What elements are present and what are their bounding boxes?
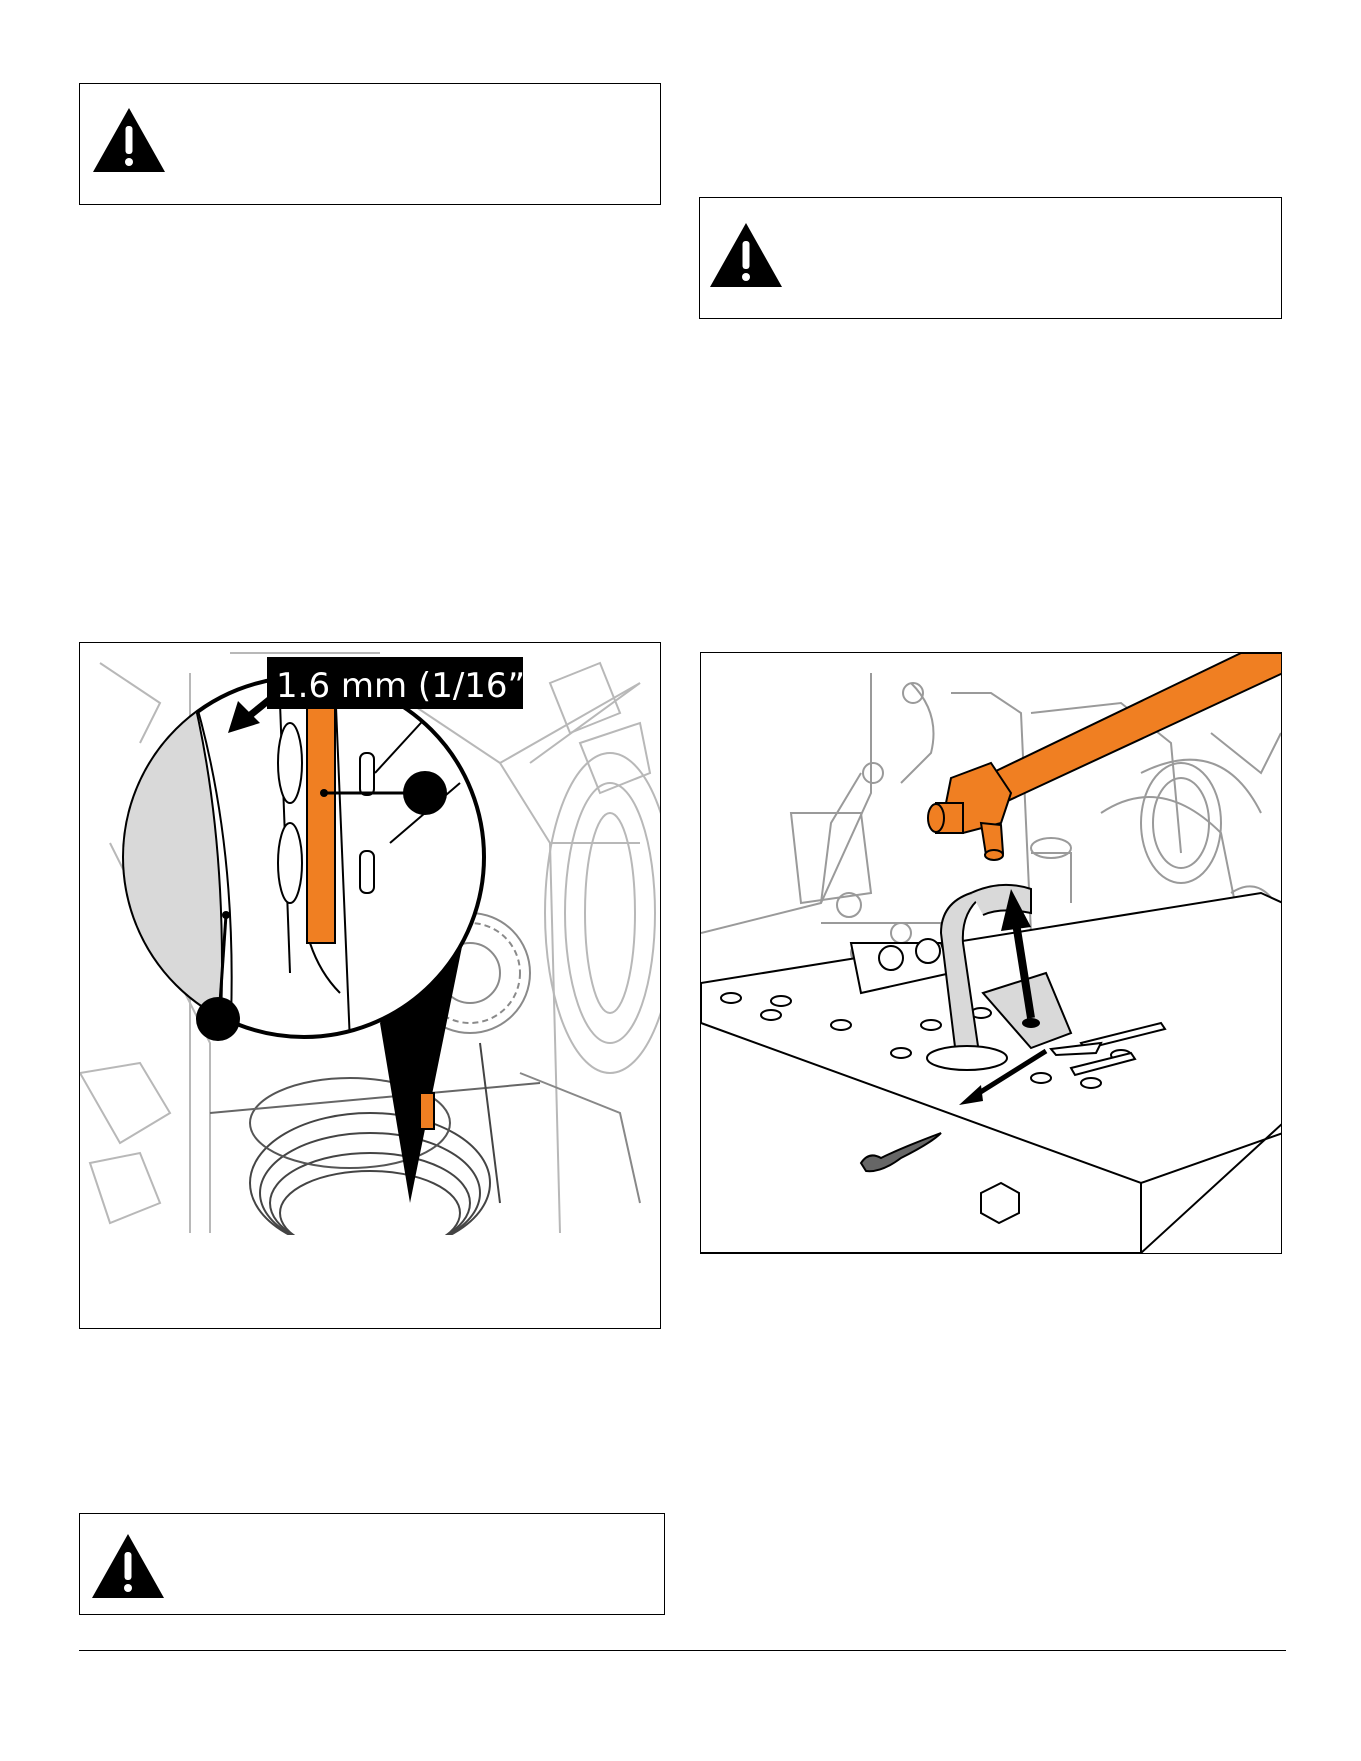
warning-box-top-right <box>699 197 1282 319</box>
footer-rule <box>79 1650 1286 1651</box>
warning-box-top-left <box>79 83 661 205</box>
warning-triangle-icon <box>90 1532 166 1600</box>
wrench-handle <box>971 653 1282 811</box>
measurement-label: 1.6 mm (1/16”) <box>276 666 539 706</box>
warning-triangle-icon <box>91 106 167 174</box>
figure-right-shear-pin <box>700 652 1282 1254</box>
warning-triangle-icon <box>708 221 784 289</box>
shear-pin-illustration <box>701 653 1282 1254</box>
warning-box-bottom-left <box>79 1513 665 1615</box>
figure-left-auger-detail <box>79 642 661 1329</box>
callout-marker-b <box>196 997 240 1041</box>
callout-marker-a <box>403 771 447 815</box>
auger-illustration <box>80 643 661 1329</box>
